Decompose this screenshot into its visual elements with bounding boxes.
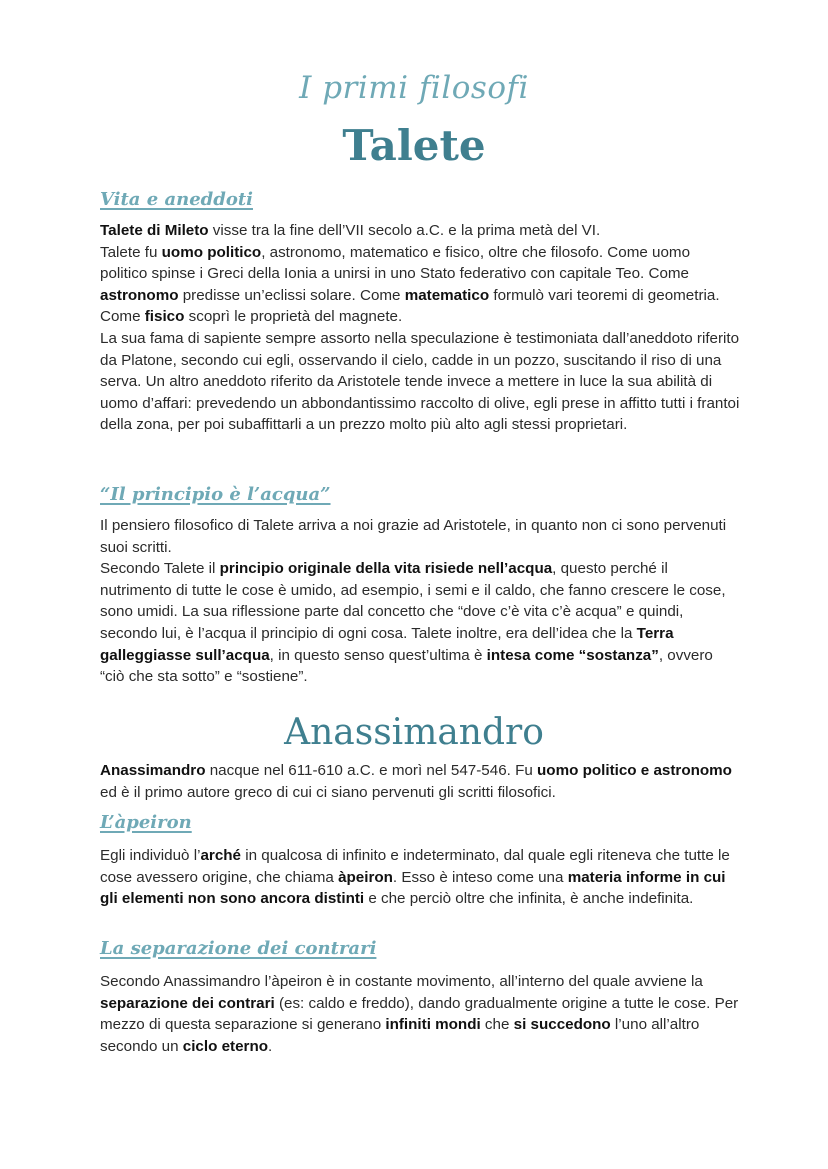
paragraph (100, 845, 740, 910)
text-run: scoprì le proprietà del magnete. (184, 308, 403, 326)
anassimandro-separazione (100, 971, 740, 1057)
text-run: (es: caldo e freddo), dando gradualmente origine a tutte le cose. Per mezzo di questa separazione si generano (100, 994, 739, 1034)
text-run: Il pensiero filosofico di Talete arriva a noi grazie ad Aristotele, in quanto non ci sono pervenuti suoi scritti. (100, 517, 727, 556)
text-run: , ovvero “ciò che sta sotto” e “sostiene”. (100, 646, 713, 686)
paragraph (100, 515, 740, 558)
text-run: l’uno all’altro secondo un (100, 1016, 700, 1055)
talete-principio (100, 515, 740, 688)
paragraph (100, 971, 740, 1057)
text-run: Talete fu (100, 243, 162, 261)
bold-text: ciclo eterno (182, 1037, 269, 1055)
text-run: , questo perché il nutrimento di tutte le cose è umido, ad esempio, i semi e il caldo, che fanno crescere le cose, sono umidi. La sua riflessione parte dal concetto che “dove c’è vita c’è acqua” e quindi, secondo lui, è l’acqua il principio di ogni cosa. Talete inoltre, era dell’idea che la (100, 560, 726, 642)
bold-text: intesa come “sostanza” (486, 646, 659, 664)
bold-text: uomo politico e astronomo (537, 762, 732, 779)
series-title: I primi filosofi (299, 70, 529, 106)
bold-text: matematico (404, 286, 490, 304)
section-heading-vita: Vita e aneddoti (100, 189, 253, 210)
bold-text: Talete di Mileto (100, 222, 209, 239)
section-heading-apeiron: L’àpeiron (100, 812, 192, 833)
anassimandro-intro (100, 760, 740, 803)
text-run: ed è il primo autore greco di cui ci siano pervenuti gli scritti filosofici. (100, 783, 556, 801)
paragraph (100, 558, 740, 688)
text-run: La sua fama di sapiente sempre assorto nella speculazione è testimoniata dall’aneddoto riferito da Platone, secondo cui egli, osservando il cielo, cadde in un pozzo, suscitando il riso di una serva. Un altro aneddoto riferito da Aristotele tende invece a mettere in luce la sua abilità di uomo d’affari: prevedendo un abbondantissimo raccolto di olive, egli prese in affitto tutti i frantoi della zona, per poi subaffittarli a un prezzo molto più alto agli stessi proprietari. (100, 329, 740, 434)
bold-text: infiniti mondi (385, 1016, 481, 1034)
bold-text: astronomo (100, 286, 179, 304)
text-run: formulò vari teoremi di geometria. Come (100, 286, 720, 326)
bold-text: àpeiron (338, 868, 393, 886)
page-title-anassimandro: Anassimandro (284, 712, 544, 753)
text-run: Secondo Talete il (100, 560, 220, 578)
paragraph (100, 328, 740, 436)
section-heading-separazione: La separazione dei contrari (100, 938, 377, 959)
bold-text: principio originale della vita risiede nell’acqua (219, 560, 553, 578)
bold-text: uomo politico (161, 243, 262, 261)
text-run: , in questo senso quest’ultima è (269, 646, 487, 664)
anassimandro-apeiron (100, 845, 740, 910)
text-run: che (480, 1016, 514, 1034)
page-title-talete: Talete (342, 121, 486, 170)
text-run: in qualcosa di infinito e indeterminato, dal quale egli riteneva che tutte le cose avessero origine, che chiama (100, 847, 730, 886)
text-run: , astronomo, matematico e fisico, oltre che filosofo. Come uomo politico spinse i Greci della Ionia a unirsi in uno Stato federativo con capitale Teo. Come (100, 243, 691, 283)
bold-text: Anassimandro (100, 762, 206, 779)
paragraph (100, 760, 740, 803)
bold-text: separazione dei contrari (100, 994, 275, 1012)
section-heading-principio: “Il principio è l’acqua” (100, 484, 331, 505)
paragraph (100, 220, 740, 242)
text-run: e che perciò oltre che infinita, è anche indefinita. (364, 890, 694, 908)
text-run: Secondo Anassimandro l’àpeiron è in costante movimento, all’interno del quale avviene la (100, 973, 703, 990)
bold-text: si succedono (513, 1016, 611, 1034)
bold-text: materia informe in cui gli elementi non sono ancora distinti (100, 868, 726, 908)
text-run: predisse un’eclissi solare. Come (178, 286, 405, 304)
paragraph (100, 242, 740, 328)
bold-text: Terra galleggiasse sull’acqua (100, 624, 674, 664)
text-run: nacque nel 611-610 a.C. e morì nel 547-546. Fu (205, 762, 538, 779)
text-run: Egli individuò l’ (100, 847, 201, 864)
text-run: visse tra la fine dell’VII secolo a.C. e la prima metà del VI. (208, 222, 601, 239)
talete-biography (100, 220, 740, 436)
bold-text: arché (200, 847, 241, 864)
bold-text: fisico (144, 308, 185, 326)
text-run: . (268, 1037, 273, 1055)
text-run: . Esso è inteso come una (392, 868, 568, 886)
